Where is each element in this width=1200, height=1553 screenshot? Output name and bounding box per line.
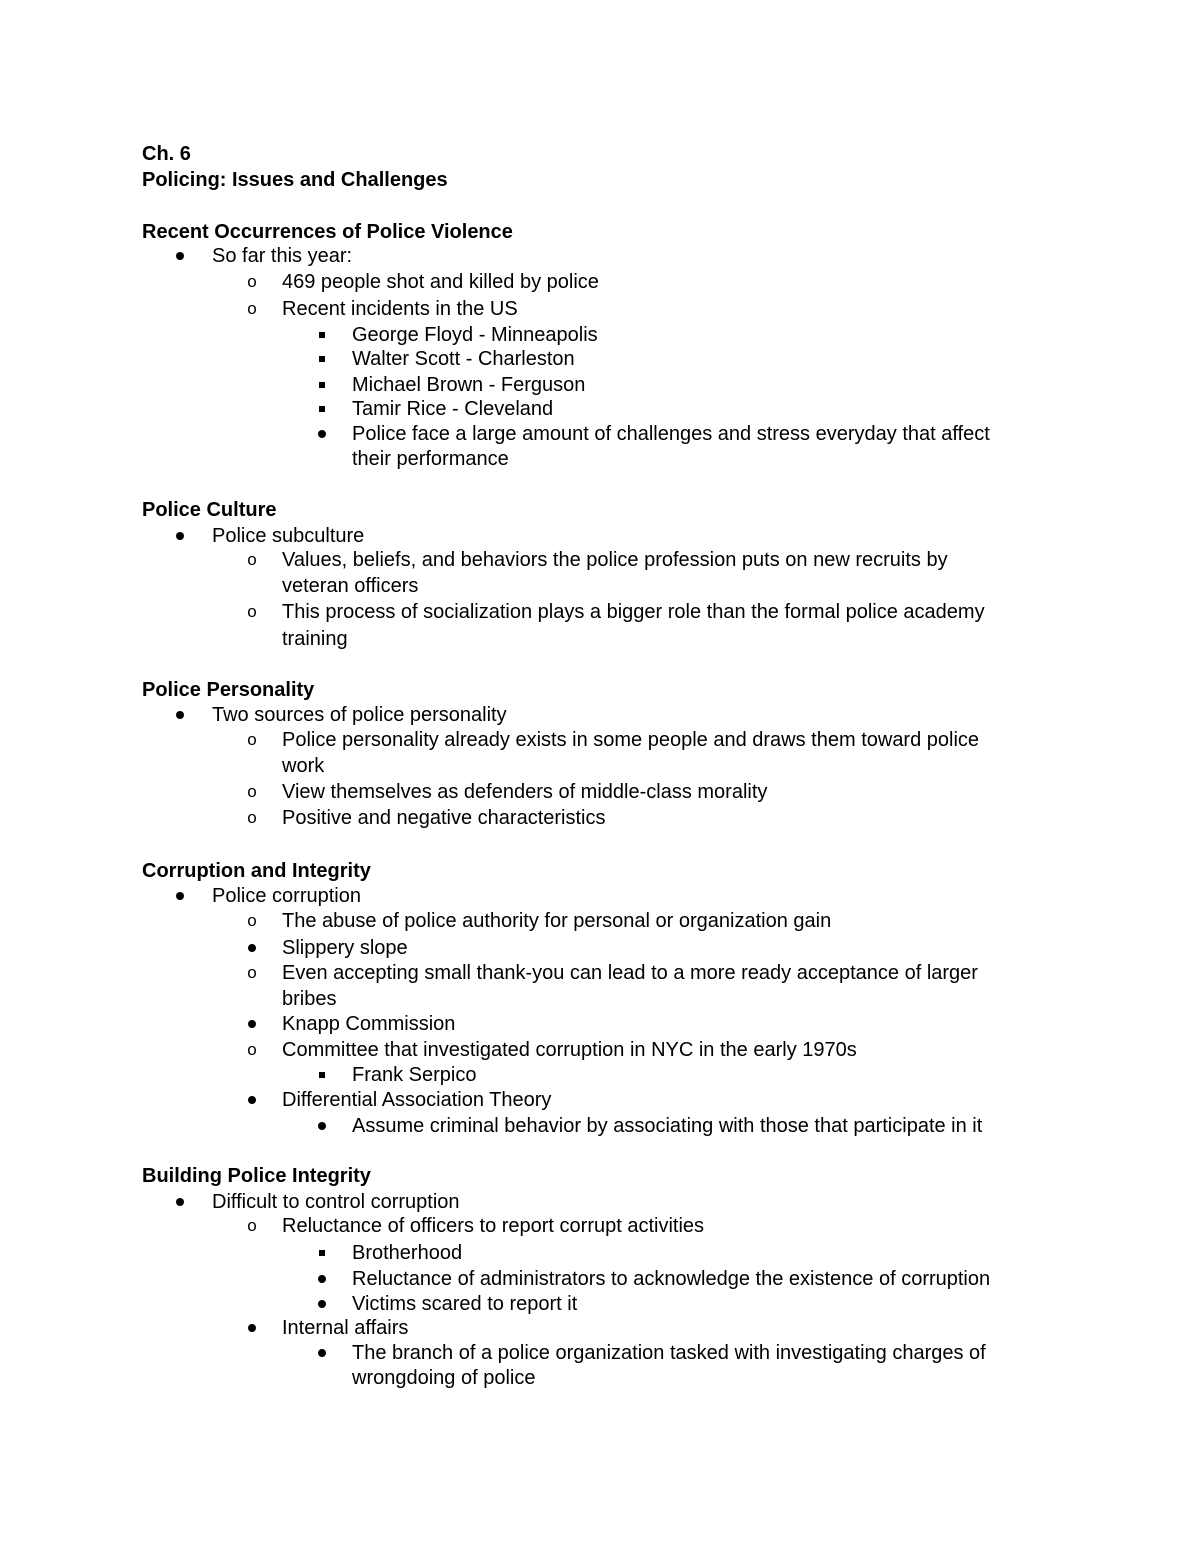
disc-bullet-marker bbox=[170, 243, 190, 269]
disc-bullet-marker bbox=[170, 702, 190, 728]
list-item-level-2: Reluctance of officers to report corrupt activities bbox=[282, 1215, 705, 1237]
list-item-level-2: 469 people shot and killed by police bbox=[282, 271, 599, 293]
list-item-continuation: wrongdoing of police bbox=[352, 1367, 536, 1389]
list-item-level-3: Reluctance of administrators to acknowledge the existence of corruption bbox=[352, 1268, 991, 1290]
list-item-continuation: veteran officers bbox=[282, 575, 419, 597]
list-item-level-2: Values, beliefs, and behaviors the police profession puts on new recruits by bbox=[282, 549, 948, 571]
list-item-level-2: Even accepting small thank-you can lead to a more ready acceptance of larger bbox=[282, 962, 978, 984]
disc-bullet-marker bbox=[170, 883, 190, 909]
list-item-level-3: Michael Brown - Ferguson bbox=[352, 374, 586, 396]
square-bullet-marker bbox=[312, 396, 332, 422]
circle-bullet-marker: o bbox=[247, 730, 257, 749]
square-bullet-marker bbox=[312, 1240, 332, 1266]
list-item-continuation: work bbox=[282, 755, 325, 777]
list-item-level-1: So far this year: bbox=[212, 245, 353, 267]
list-item-continuation: their performance bbox=[352, 448, 509, 470]
list-item-continuation: bribes bbox=[282, 988, 337, 1010]
section-heading: Police Culture bbox=[142, 499, 277, 521]
list-item-level-2: Differential Association Theory bbox=[282, 1089, 552, 1111]
circle-bullet-marker: o bbox=[247, 550, 257, 569]
disc-bullet-marker bbox=[312, 1266, 332, 1292]
disc-bullet-marker bbox=[242, 1011, 262, 1037]
list-item-level-3: The branch of a police organization tasked with investigating charges of bbox=[352, 1342, 986, 1364]
section-heading: Police Personality bbox=[142, 679, 315, 701]
square-bullet-marker bbox=[312, 346, 332, 372]
circle-bullet-marker: o bbox=[247, 272, 257, 291]
circle-bullet-marker: o bbox=[247, 911, 257, 930]
list-item-level-3: Tamir Rice - Cleveland bbox=[352, 398, 554, 420]
list-item-level-2: This process of socialization plays a bigger role than the formal police academy bbox=[282, 601, 985, 623]
disc-bullet-marker bbox=[242, 935, 262, 961]
list-item-level-3: Police face a large amount of challenges and stress everyday that affect bbox=[352, 423, 990, 445]
list-item-level-3: George Floyd - Minneapolis bbox=[352, 324, 598, 346]
disc-bullet-marker bbox=[170, 1189, 190, 1215]
list-item-level-3: Frank Serpico bbox=[352, 1064, 477, 1086]
section-heading: Building Police Integrity bbox=[142, 1165, 371, 1187]
circle-bullet-marker: o bbox=[247, 1040, 257, 1059]
list-item-level-2: Slippery slope bbox=[282, 937, 408, 959]
circle-bullet-marker: o bbox=[247, 963, 257, 982]
disc-bullet-marker bbox=[242, 1087, 262, 1113]
list-item-level-2: Internal affairs bbox=[282, 1317, 409, 1339]
circle-bullet-marker: o bbox=[247, 782, 257, 801]
section-heading: Recent Occurrences of Police Violence bbox=[142, 221, 513, 243]
disc-bullet-marker bbox=[312, 1113, 332, 1139]
list-item-level-2: Committee that investigated corruption in NYC in the early 1970s bbox=[282, 1039, 857, 1061]
list-item-level-3: Brotherhood bbox=[352, 1242, 463, 1264]
list-item-level-2: Recent incidents in the US bbox=[282, 298, 518, 320]
square-bullet-marker bbox=[312, 322, 332, 348]
square-bullet-marker bbox=[312, 372, 332, 398]
list-item-level-1: Police subculture bbox=[212, 525, 365, 547]
circle-bullet-marker: o bbox=[247, 808, 257, 827]
list-item-level-2: Positive and negative characteristics bbox=[282, 807, 606, 829]
list-item-level-1: Difficult to control corruption bbox=[212, 1191, 460, 1213]
disc-bullet-marker bbox=[242, 1315, 262, 1341]
circle-bullet-marker: o bbox=[247, 602, 257, 621]
disc-bullet-marker bbox=[170, 523, 190, 549]
list-item-level-2: Knapp Commission bbox=[282, 1013, 456, 1035]
list-item-level-1: Police corruption bbox=[212, 885, 361, 907]
list-item-level-3: Assume criminal behavior by associating with those that participate in it bbox=[352, 1115, 983, 1137]
list-item-level-2: The abuse of police authority for personal or organization gain bbox=[282, 910, 832, 932]
list-item-level-3: Walter Scott - Charleston bbox=[352, 348, 575, 370]
chapter-label: Ch. 6 bbox=[142, 143, 191, 165]
square-bullet-marker bbox=[312, 1062, 332, 1088]
list-item-level-2: View themselves as defenders of middle-class morality bbox=[282, 781, 768, 803]
circle-bullet-marker: o bbox=[247, 299, 257, 318]
list-item-level-3: Victims scared to report it bbox=[352, 1293, 578, 1315]
document-title: Policing: Issues and Challenges bbox=[142, 169, 448, 191]
disc-bullet-marker bbox=[312, 421, 332, 447]
disc-bullet-marker bbox=[312, 1291, 332, 1317]
list-item-continuation: training bbox=[282, 628, 348, 650]
disc-bullet-marker bbox=[312, 1340, 332, 1366]
list-item-level-1: Two sources of police personality bbox=[212, 704, 507, 726]
section-heading: Corruption and Integrity bbox=[142, 860, 371, 882]
circle-bullet-marker: o bbox=[247, 1216, 257, 1235]
list-item-level-2: Police personality already exists in some people and draws them toward police bbox=[282, 729, 980, 751]
